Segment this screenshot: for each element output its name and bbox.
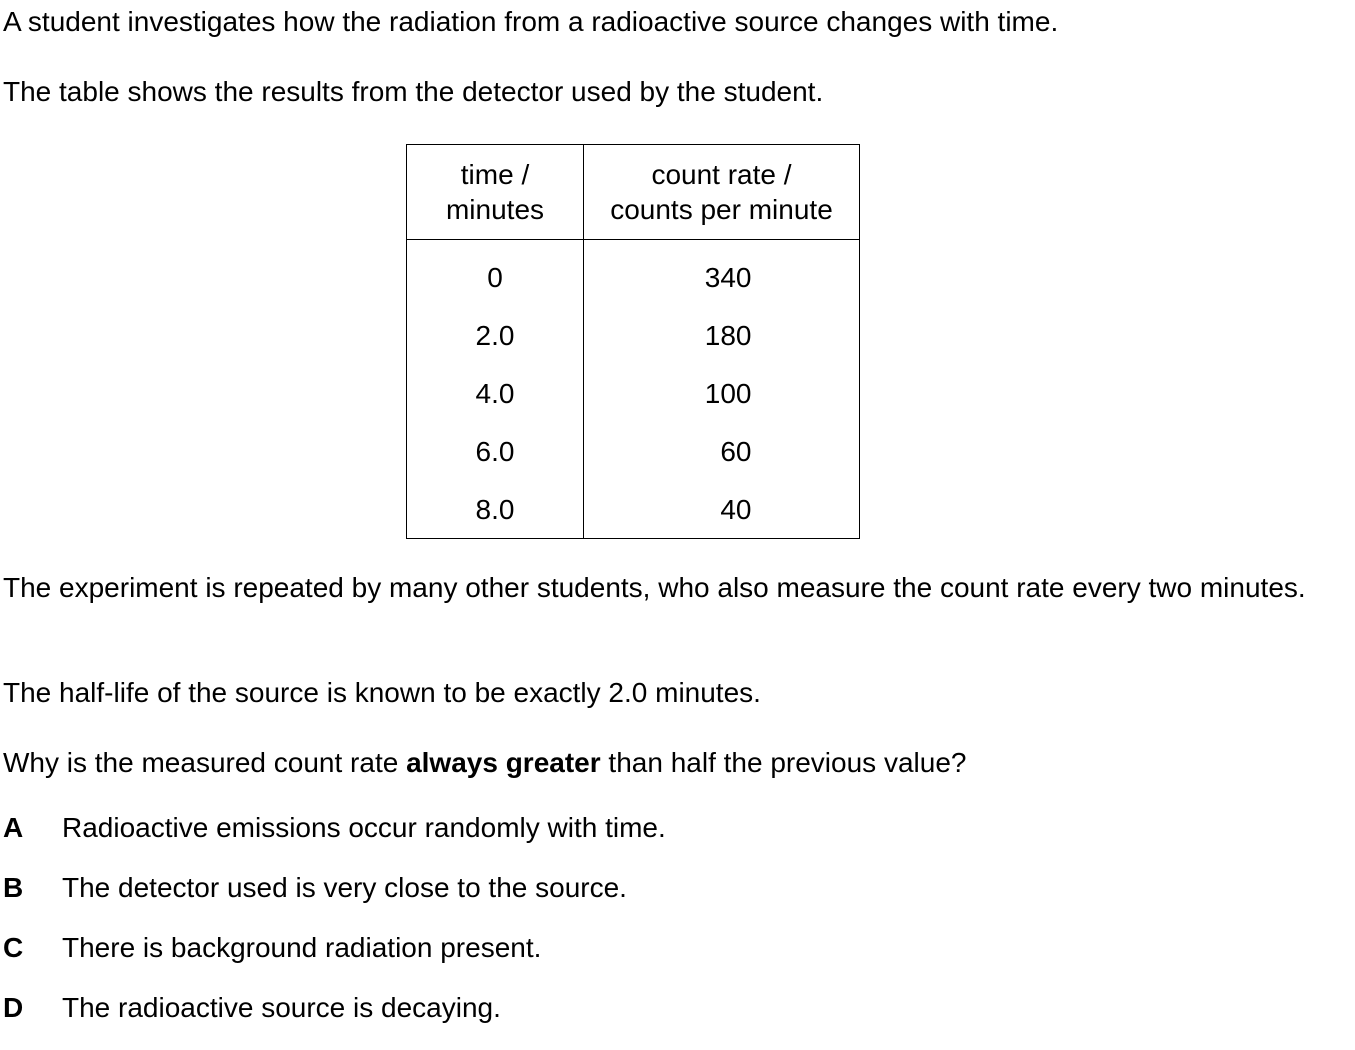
option-letter: B bbox=[3, 872, 24, 903]
results-table-container bbox=[406, 144, 860, 539]
option-letter: A bbox=[3, 812, 24, 843]
count-value: 40 bbox=[720, 493, 752, 525]
header-count-line2: counts per minute bbox=[610, 194, 833, 225]
count-value: 340 bbox=[704, 261, 752, 293]
table-row bbox=[407, 306, 860, 364]
header-time bbox=[407, 145, 584, 240]
header-count-rate bbox=[584, 145, 860, 240]
intro-text: A student investigates how the radiation from a radioactive source changes with time. bbox=[3, 6, 1059, 37]
table-row bbox=[407, 480, 860, 539]
option-text: There is background radiation present. bbox=[62, 932, 542, 963]
time-cell: 2.0 bbox=[475, 319, 515, 351]
count-value: 180 bbox=[704, 319, 752, 351]
option-letter: D bbox=[3, 992, 24, 1023]
answer-options bbox=[3, 810, 666, 1050]
count-cell bbox=[584, 480, 860, 539]
count-cell bbox=[584, 240, 860, 307]
option-text: The detector used is very close to the source. bbox=[62, 872, 627, 903]
header-time-line2: minutes bbox=[445, 194, 545, 225]
table-row bbox=[407, 422, 860, 480]
count-cell bbox=[584, 364, 860, 422]
question-emphasis: always greater bbox=[406, 747, 601, 778]
table-row bbox=[407, 364, 860, 422]
table-header-row bbox=[407, 145, 860, 240]
time-cell: 4.0 bbox=[475, 377, 515, 409]
results-table bbox=[406, 144, 860, 539]
header-time-line1: time / bbox=[460, 159, 530, 190]
option-d[interactable] bbox=[3, 990, 666, 1050]
repeat-text: The experiment is repeated by many other students, who also measure the count rate every two minutes. bbox=[3, 572, 1306, 603]
option-c[interactable] bbox=[3, 930, 666, 990]
option-text: Radioactive emissions occur randomly with time. bbox=[62, 812, 666, 843]
question-text bbox=[3, 745, 966, 780]
question-before: Why is the measured count rate bbox=[3, 747, 407, 778]
table-row bbox=[407, 240, 860, 307]
option-text: The radioactive source is decaying. bbox=[62, 992, 501, 1023]
option-a[interactable] bbox=[3, 810, 666, 870]
question-after: than half the previous value? bbox=[600, 747, 967, 778]
count-value: 100 bbox=[704, 377, 752, 409]
option-b[interactable] bbox=[3, 870, 666, 930]
time-cell: 8.0 bbox=[475, 493, 515, 525]
header-count-line1: count rate / bbox=[651, 159, 792, 190]
count-cell bbox=[584, 306, 860, 364]
count-cell bbox=[584, 422, 860, 480]
halflife-text: The half-life of the source is known to be exactly 2.0 minutes. bbox=[3, 677, 761, 708]
option-letter: C bbox=[3, 932, 24, 963]
count-value: 60 bbox=[720, 435, 752, 467]
time-cell: 6.0 bbox=[475, 435, 515, 467]
table-intro-text: The table shows the results from the detector used by the student. bbox=[3, 76, 824, 107]
time-cell: 0 bbox=[487, 261, 503, 293]
